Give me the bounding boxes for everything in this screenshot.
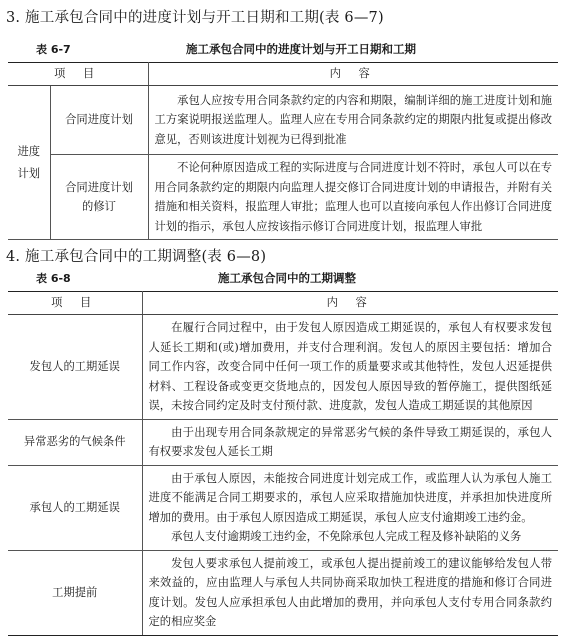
table-row — [8, 86, 558, 155]
table-label-6-8: 表 6-8 — [36, 272, 71, 285]
table-title-6-8: 施工承包合同中的工期调整 — [218, 271, 356, 285]
row-item: 合同进度计划的修订 — [50, 155, 148, 240]
table-row — [8, 465, 558, 550]
group-cell-progress-plan: 进度计划 — [8, 86, 50, 240]
row-content: 不论何种原因造成工程的实际进度与合同进度计划不符时，承包人可以在专用合同条款约定的期限内向监理人提交修订合同进度计划的申请报告，并附有关措施和相关资料，报监理人审批；监理人也可以直接向承包人作出修订合同进度计划的指示，承包人应按该指示修订合同进度计划，报监理人审批 — [148, 155, 558, 240]
table-row — [8, 155, 558, 240]
row-item: 发包人的工期延误 — [8, 315, 142, 420]
row-item: 工期提前 — [8, 550, 142, 635]
row-item: 承包人的工期延误 — [8, 465, 142, 550]
table-row — [8, 550, 558, 635]
table-header-row — [8, 292, 558, 315]
section-heading-schedule-adjust: 4. 施工承包合同中的工期调整(表 6—8) — [6, 249, 267, 265]
schedule-adjust-table — [8, 291, 558, 636]
row-content-paragraph: 承包人支付逾期竣工违约金，不免除承包人完成工程及修补缺陷的义务 — [171, 530, 522, 543]
table-label-6-7: 表 6-7 — [36, 43, 71, 56]
row-content: 承包人应按专用合同条款约定的内容和期限，编制详细的施工进度计划和施工方案说明报送监理人。监理人应在专用合同条款约定的期限内批复或提出修改意见，否则该进度计划视为已得到批准 — [148, 86, 558, 155]
section-heading-progress-plan: 3. 施工承包合同中的进度计划与开工日期和工期(表 6—7) — [6, 10, 384, 26]
row-content: 由于出现专用合同条款规定的异常恶劣气候的条件导致工期延误的，承包人有权要求发包人延长工期 — [142, 419, 558, 465]
row-item: 合同进度计划 — [50, 86, 148, 155]
column-header-item: 项 目 — [8, 292, 142, 315]
table-row — [8, 419, 558, 465]
row-content: 在履行合同过程中，由于发包人原因造成工期延误的，承包人有权要求发包人延长工期和(或)增加费用，并支付合理利润。发包人的原因主要包括：增加合同工作内容，改变合同中任何一项工作的质量要求或其他特性，发包人迟延提供材料、工程设备或变更交货地点的，因发包人原因导致的暂停施工，提供图纸延误，未按合同约定及时支付预付款、进度款，发包人造成工期延误的其他原因 — [142, 315, 558, 420]
table-title-6-7: 施工承包合同中的进度计划与开工日期和工期 — [186, 42, 416, 56]
column-header-item: 项 目 — [8, 63, 148, 86]
row-content-paragraph: 由于承包人原因，未能按合同进度计划完成工作，或监理人认为承包人施工进度不能满足合同工期要求的，承包人应采取措施加快进度，并承担加快进度所增加的费用。由于承包人原因造成工期延误，承包人应支付逾期竣工违约金。 — [148, 471, 552, 524]
row-item: 异常恶劣的气候条件 — [8, 419, 142, 465]
progress-plan-table — [8, 62, 558, 240]
row-content: 发包人要求承包人提前竣工，或承包人提出提前竣工的建议能够给发包人带来效益的，应由监理人与承包人共同协商采取加快工程进度的措施和修订合同进度计划。发包人应承担承包人由此增加的费用，并向承包人支付专用合同条款约定的相应奖金 — [142, 550, 558, 635]
column-header-content: 内 容 — [148, 63, 558, 86]
column-header-content: 内 容 — [142, 292, 558, 315]
table-row — [8, 315, 558, 420]
table-header-row — [8, 63, 558, 86]
row-content — [142, 465, 558, 550]
